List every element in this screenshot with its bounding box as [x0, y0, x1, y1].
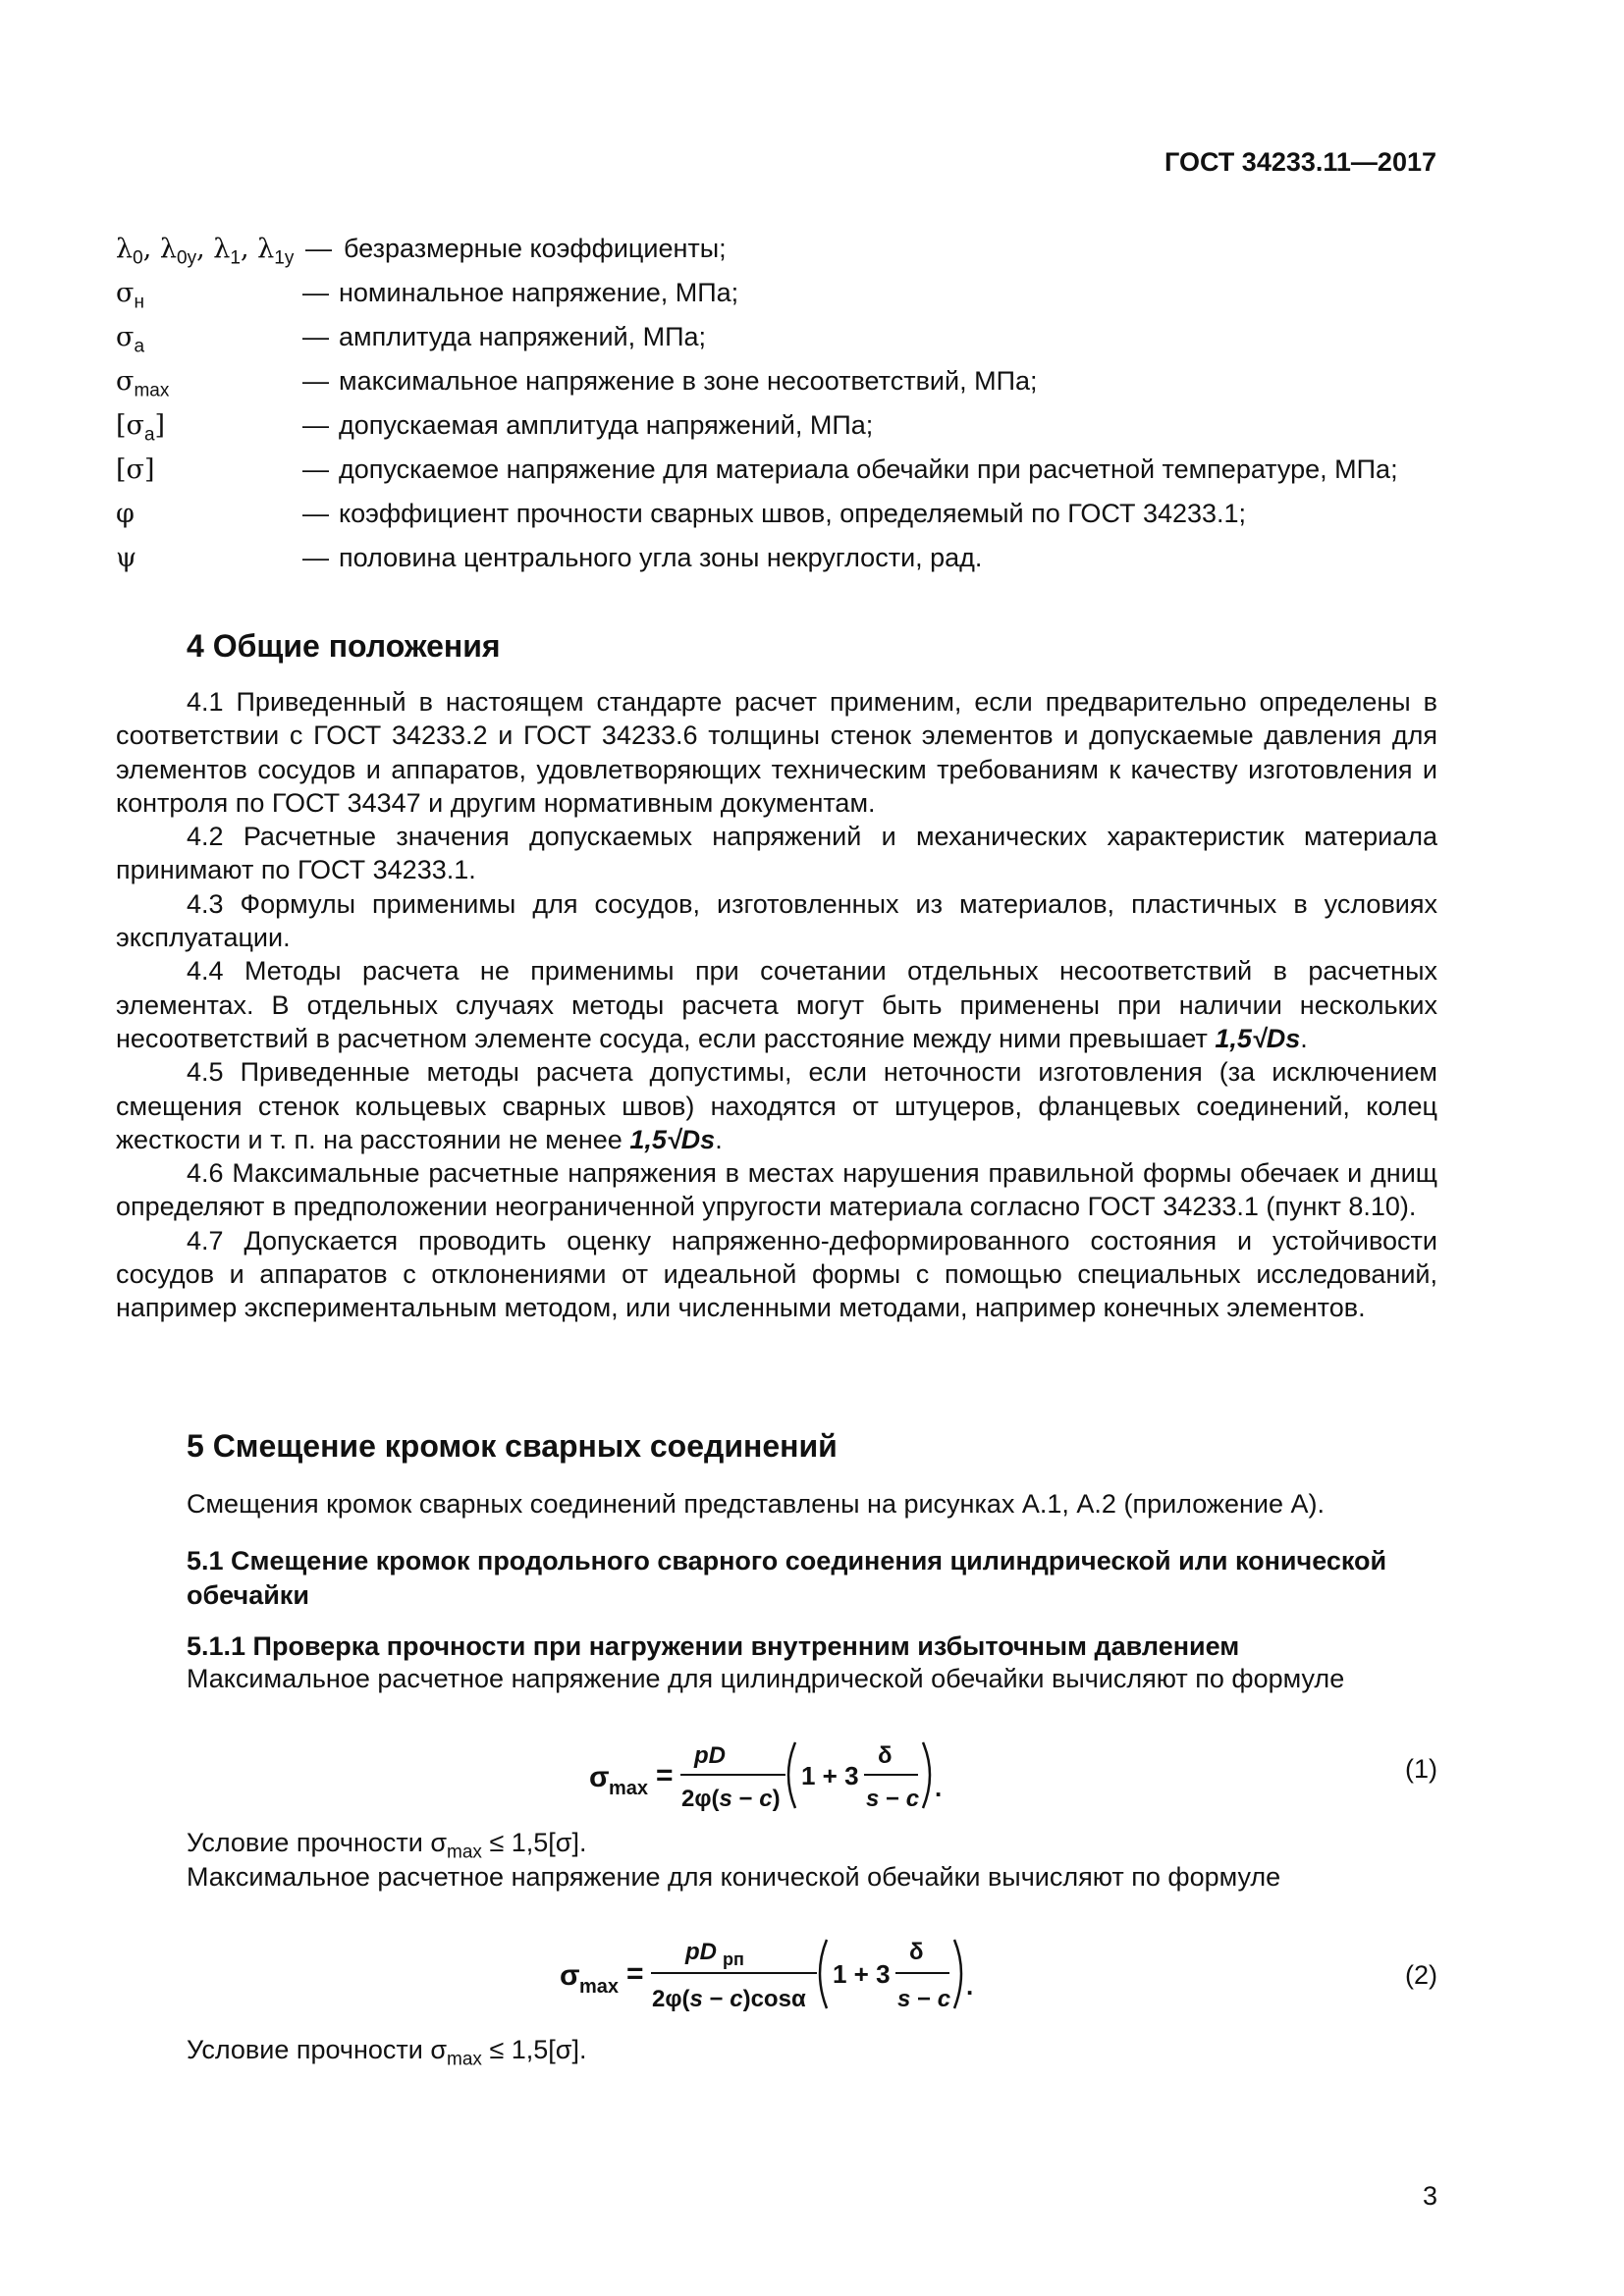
document-header: ГОСТ 34233.11—2017	[1164, 147, 1436, 177]
dash: —	[302, 410, 329, 440]
paragraph-4-5: 4.5 Приведенные методы расчета допустимы, если неточности изготовления (за исключением смещения стенок кольцевых сварных швов) находятся от штуцеров, фланцевых соединений, колец жесткости и т. п. на расстоянии не менее 1,5√Ds.	[116, 1057, 1437, 1154]
svg-text:pD: pD	[694, 1742, 726, 1769]
svg-text:.: .	[935, 1773, 943, 1802]
dash: —	[302, 322, 329, 351]
svg-text:2φ(s − c)cosα: 2φ(s − c)cosα	[652, 1986, 806, 2012]
svg-text:σ: σ	[560, 1959, 580, 1992]
section-5-intro: Смещения кромок сварных соединений представлены на рисунках А.1, А.2 (приложение А).	[187, 1489, 1326, 1519]
text-conical: Максимальное расчетное напряжение для конической обечайки вычисляют по формуле	[187, 1862, 1281, 1892]
dash: —	[302, 454, 329, 484]
dash: —	[302, 278, 329, 307]
equation-number-2: (2)	[1405, 1960, 1437, 1990]
paragraph-4-7: 4.7 Допускается проводить оценку напряженно-деформированного состояния и устойчивости сосудов и аппаратов с отклонениями от идеальной формы с помощью специальных исследований, например экспериментальным методом, или численными методами, например конечных элементов.	[116, 1225, 1437, 1323]
svg-text:=: =	[626, 1957, 644, 1990]
symbol-row	[116, 543, 1451, 587]
symbol: $\lambda_0$, $\lambda_{0y}$, $\lambda_1$, $\lambda_{1y}$	[116, 234, 295, 269]
subsection-5-1-1-heading: 5.1.1 Проверка прочности при нагружении внутренним избыточным давлением	[187, 1631, 1240, 1661]
svg-text:.: .	[966, 1971, 974, 2001]
symbol-row	[116, 410, 1451, 454]
symbol-description: коэффициент прочности сварных швов, определяемый по ГОСТ 34233.1;	[339, 499, 1247, 528]
svg-text:1 + 3: 1 + 3	[833, 1959, 891, 1989]
symbol-description: безразмерные коэффициенты;	[344, 234, 727, 263]
symbol-row	[116, 499, 1451, 543]
section-4-body	[116, 685, 1437, 1325]
symbol-row	[116, 234, 1451, 278]
section-5-heading: 5 Смещение кромок сварных соединений	[187, 1428, 838, 1464]
symbol-row	[116, 366, 1451, 410]
svg-text:σ: σ	[589, 1761, 610, 1793]
section-4-heading: 4 Общие положения	[187, 628, 501, 664]
symbol: $[\sigma_a]$	[116, 410, 166, 446]
strength-condition-2: Условие прочности $\sigma_{max} \le 1,5[\sigma]$.	[187, 2035, 587, 2070]
symbol-description: половина центрального угла зоны некруглости, рад.	[339, 543, 983, 572]
text-cylindrical: Максимальное расчетное напряжение для цилиндрической обечайки вычисляют по формуле	[187, 1664, 1345, 1693]
svg-text:2φ(s − c): 2φ(s − c)	[681, 1786, 781, 1812]
strength-condition-1: Условие прочности $\sigma_{max} \le 1,5[\sigma]$.	[187, 1828, 587, 1863]
symbol-row	[116, 454, 1451, 499]
paragraph-4-4: 4.4 Методы расчета не применимы при сочетании отдельных несоответствий в расчетных элементах. В отдельных случаях методы расчета могут быть применены при наличии нескольких несоответствий в расчетном элементе сосуда, если расстояние между ними превышает 1,5√Ds.	[116, 956, 1437, 1053]
symbol: $\sigma_н$	[116, 278, 144, 313]
symbol-row	[116, 322, 1451, 366]
formula-2	[550, 1924, 992, 2022]
subsection-5-1-heading: 5.1 Смещение кромок продольного сварного соединения цилиндрической или конической обечайки	[187, 1546, 1387, 1610]
symbol-description: номинальное напряжение, МПа;	[339, 278, 739, 307]
svg-text:pD: pD	[685, 1939, 717, 1965]
dash: —	[302, 543, 329, 572]
svg-text:δ: δ	[909, 1939, 924, 1965]
symbol: $\sigma_{max}$	[116, 366, 170, 401]
dash: —	[302, 366, 329, 396]
symbol-description: амплитуда напряжений, МПа;	[339, 322, 707, 351]
svg-text:s − c: s − c	[866, 1786, 920, 1812]
paragraph-4-1: 4.1 Приведенный в настоящем стандарте расчет применим, если предварительно определены в соответствии с ГОСТ 34233.2 и ГОСТ 34233.6 толщины стенок элементов и допускаемые давления для элементов сосудов и аппаратов, удовлетворяющих техническим требованиям к качеству изготовления и контроля по ГОСТ 34347 и другим нормативным документам.	[116, 687, 1437, 818]
math-inline: 1,5√Ds	[1215, 1023, 1301, 1053]
svg-text:s − c: s − c	[897, 1986, 951, 2012]
svg-text:max: max	[609, 1778, 649, 1799]
svg-text:=: =	[656, 1759, 674, 1791]
equation-number-1: (1)	[1405, 1754, 1437, 1784]
math-inline: 1,5√Ds	[629, 1124, 716, 1154]
page-number: 3	[1422, 2181, 1437, 2211]
symbol-description: максимальное напряжение в зоне несоответствий, МПа;	[339, 366, 1038, 396]
paragraph-4-2: 4.2 Расчетные значения допускаемых напряжений и механических характеристик материала принимают по ГОСТ 34233.1.	[116, 822, 1437, 885]
formula-1	[579, 1728, 962, 1821]
symbol: [σ]	[116, 454, 155, 485]
svg-text:max: max	[579, 1976, 620, 1998]
dash: —	[305, 234, 332, 263]
paragraph-4-3: 4.3 Формулы применимы для сосудов, изготовленных из материалов, пластичных в условиях эксплуатации.	[116, 888, 1437, 953]
symbols-list	[116, 234, 1451, 587]
symbol: φ	[116, 499, 135, 529]
svg-text:рп: рп	[723, 1949, 744, 1969]
svg-text:1 + 3: 1 + 3	[801, 1761, 859, 1790]
paragraph-4-6: 4.6 Максимальные расчетные напряжения в местах нарушения правильной формы обечаек и днищ определяют в предположении неограниченной упругости материала согласно ГОСТ 34233.1 (пункт 8.10).	[116, 1158, 1437, 1222]
symbol-description: допускаемая амплитуда напряжений, МПа;	[339, 410, 874, 440]
symbol: $\sigma_a$	[116, 322, 145, 357]
symbol-description: допускаемое напряжение для материала обечайки при расчетной температуре, МПа;	[339, 454, 1398, 484]
svg-text:δ: δ	[878, 1742, 893, 1769]
symbol: ψ	[116, 543, 137, 573]
symbol-row	[116, 278, 1451, 322]
dash: —	[302, 499, 329, 528]
